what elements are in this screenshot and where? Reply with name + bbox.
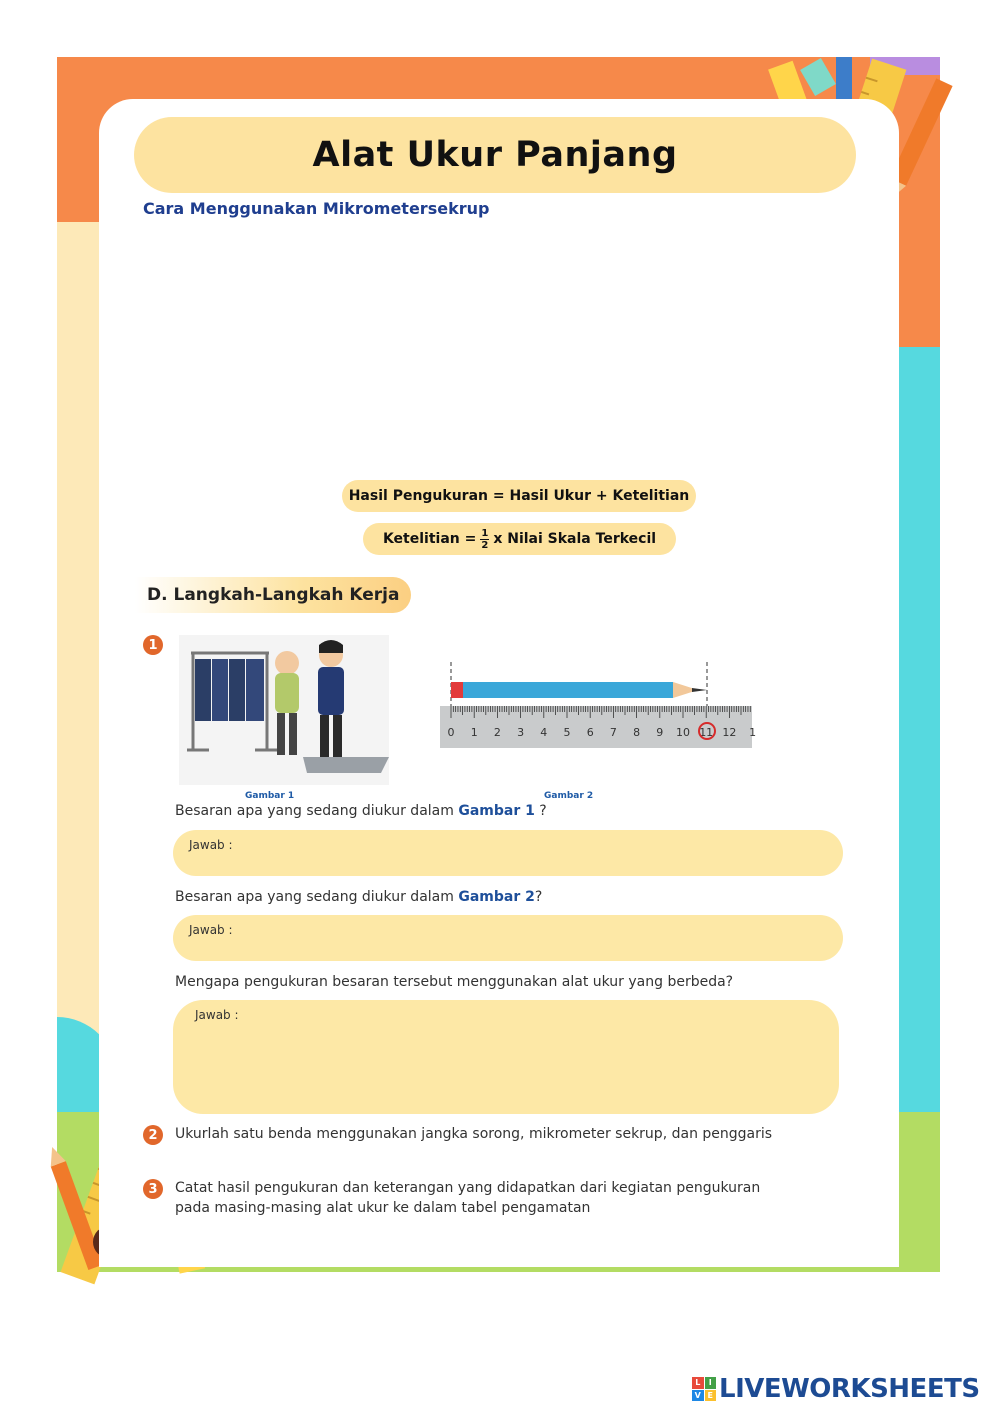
question-2-bold: Gambar 2 [458,889,535,905]
step-number-3: 3 [143,1179,163,1199]
ruler-label: 1 [749,726,757,739]
question-1-suffix: ? [534,803,547,819]
ruler-label: 2 [493,726,501,739]
question-1 [175,803,547,819]
logo-letter-e: E [705,1390,717,1402]
fraction [480,528,489,551]
ruler-label: 7 [609,726,617,739]
ruler-label: 12 [722,726,737,739]
worksheet-background [57,57,940,1267]
gambar-1-caption: Gambar 1 [245,791,295,801]
ruler-label: 8 [633,726,641,739]
ruler-label: 10 [676,726,690,739]
answer-field-3[interactable] [173,1000,839,1114]
liveworksheets-wordmark: LIVEWORKSHEETS [719,1374,980,1404]
step-number-1: 1 [143,635,163,655]
formula-right-text: x Nilai Skala Terkecil [493,531,657,547]
question-3-text: Mengapa pengukuran besaran tersebut menggunakan alat ukur yang berbeda? [175,974,734,990]
formula-precision [363,523,676,555]
ruler-label: 5 [563,726,571,739]
logo-letter-v: V [692,1390,704,1402]
gambar-2-caption: Gambar 2 [544,791,594,801]
gambar-1-illustration [179,635,389,785]
ruler-label: 1 [470,726,478,739]
subtitle: Cara Menggunakan Mikrometersekrup [143,199,490,218]
question-1-text: Besaran apa yang sedang diukur dalam [175,803,459,819]
ruler-label: 4 [540,726,548,739]
title-banner [134,117,856,193]
ruler-label: 11 [699,726,714,739]
formula-measurement-result [342,480,696,512]
answer-label: Jawab : [195,1008,239,1022]
step-3-line-1: Catat hasil pengukuran dan keterangan yang didapatkan dari kegiatan pengukuran [175,1180,761,1196]
step-2-text: Ukurlah satu benda menggunakan jangka sorong, mikrometer sekrup, dan penggaris [175,1126,773,1142]
gambar-2-pencil-ruler-illustration [440,662,755,754]
weighing-people-icon [179,635,389,785]
logo-letter-i: I [705,1377,717,1389]
fraction-denominator: 2 [481,539,489,551]
ruler-label: 0 [447,726,455,739]
section-heading: D. Langkah-Langkah Kerja [135,577,411,613]
fraction-numerator: 1 [481,527,489,539]
question-3 [175,974,733,990]
liveworksheets-logo [692,1374,980,1404]
logo-letter-l: L [692,1377,704,1389]
question-1-bold: Gambar 1 [458,803,535,819]
liveworksheets-icon [692,1377,716,1401]
answer-label: Jawab : [189,838,233,852]
step-3-line-2: pada masing-masing alat ukur ke dalam tabel pengamatan [175,1200,591,1216]
page-title: Alat Ukur Panjang [312,135,678,175]
formula-text: Hasil Pengukuran = Hasil Ukur + Ketelitian [348,488,690,504]
answer-label: Jawab : [189,923,233,937]
question-2 [175,889,542,905]
answer-field-2[interactable] [173,915,843,961]
step-3-text [175,1178,760,1218]
step-number-2: 2 [143,1125,163,1145]
ruler-label: 6 [586,726,594,739]
question-2-suffix: ? [534,889,543,905]
ruler-label: 9 [656,726,664,739]
answer-field-1[interactable] [173,830,843,876]
formula-left-text: Ketelitian = [382,531,477,547]
question-2-text: Besaran apa yang sedang diukur dalam [175,889,459,905]
ruler-label: 3 [517,726,525,739]
